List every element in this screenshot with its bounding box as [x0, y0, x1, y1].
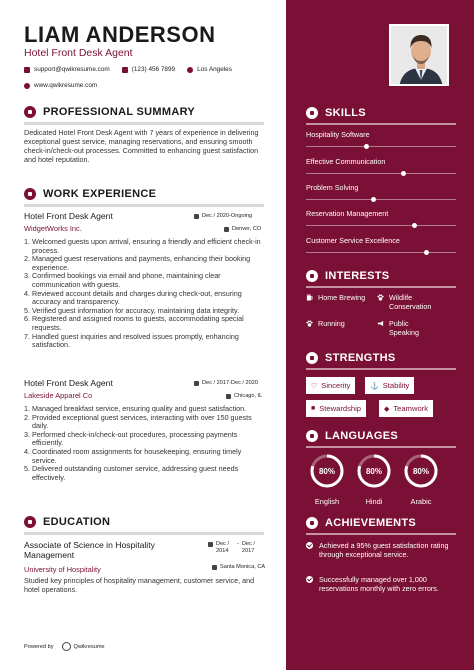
language-item	[400, 454, 442, 506]
website-item[interactable]	[24, 82, 97, 89]
paw-icon	[306, 320, 313, 327]
website-row	[24, 82, 109, 89]
list-item: 3. Performed check-in/check-out procedures, processing payments efficiently.	[32, 431, 266, 448]
skill-label: Reservation Management	[306, 209, 389, 218]
brand-text[interactable]: Qwikresume	[73, 643, 105, 650]
achievements-heading	[306, 517, 416, 529]
briefcase-icon	[24, 188, 36, 200]
globe-icon	[306, 430, 318, 442]
skill-label: Problem Solving	[306, 183, 359, 192]
achievement-text: Successfully managed over 1,000 reservations monthly with zero errors.	[319, 575, 439, 593]
skills-heading	[306, 107, 366, 119]
interest-label: Public Speaking	[389, 319, 419, 337]
phone-icon	[122, 67, 128, 73]
skill-level-dot	[371, 197, 376, 202]
language-name: Hindi	[365, 497, 383, 506]
star-icon	[306, 270, 318, 282]
summary-heading	[24, 106, 195, 118]
skill-level-dot	[424, 250, 429, 255]
education-location-text: Santa Monica, CA	[220, 564, 266, 570]
skill-bar	[306, 173, 456, 174]
job-1-dates-text: Dec / 2020-Ongoing	[202, 213, 253, 219]
date-separator: -	[237, 541, 239, 547]
strengths-title: STRENGTHS	[325, 352, 396, 364]
job-1-bullets	[30, 238, 266, 350]
languages-heading	[306, 430, 398, 442]
strength-label: Teamwork	[393, 404, 428, 413]
skill-level-dot	[412, 223, 417, 228]
calendar-icon	[194, 214, 199, 219]
job-2-location-text: Chicago, IL	[234, 393, 263, 399]
user-icon	[24, 106, 36, 118]
skill-bar	[306, 252, 456, 253]
languages-divider	[306, 446, 456, 448]
strength-badge	[306, 377, 355, 394]
languages-title: LANGUAGES	[325, 430, 398, 442]
interest-item	[306, 293, 365, 302]
graduation-cap-icon	[24, 516, 36, 528]
skill-level-dot	[401, 171, 406, 176]
job-2-title: Hotel Front Desk Agent	[24, 378, 113, 388]
calendar-icon	[194, 381, 199, 386]
phone-text: (123) 456 7899	[131, 66, 176, 73]
achievements-title: ACHIEVEMENTS	[325, 517, 416, 529]
list-item: 2. Provided exceptional guest services, interacting with over 150 guests daily.	[32, 414, 266, 431]
location-icon	[187, 67, 193, 73]
phone-item[interactable]	[122, 66, 175, 73]
list-item: 1. Managed breakfast service, ensuring quality and guest satisfaction.	[32, 405, 266, 414]
strength-label: Stewardship	[319, 404, 362, 413]
anchor-icon: ⚓	[370, 382, 379, 390]
experience-divider	[24, 204, 264, 207]
language-item	[306, 454, 348, 506]
achievements-divider	[306, 533, 456, 535]
email-icon	[24, 67, 30, 73]
website-text: www.qwikresume.com	[34, 82, 98, 89]
interest-label: Running	[318, 319, 345, 328]
strengths-heading	[306, 352, 396, 364]
lightbulb-icon	[306, 107, 318, 119]
language-percent: 80%	[365, 467, 383, 476]
strength-label: Stability	[382, 381, 410, 390]
job-1-company: WidgetWorks Inc.	[24, 224, 82, 233]
language-name: English	[314, 497, 340, 506]
pin-icon	[212, 565, 217, 570]
calendar-icon	[208, 542, 213, 547]
education-date-end: Dec / 2017	[241, 541, 255, 554]
candidate-role: Hotel Front Desk Agent	[24, 47, 133, 59]
email-item[interactable]	[24, 66, 110, 73]
job-1-location	[224, 226, 261, 232]
interest-item	[377, 293, 447, 311]
skill-level-dot	[364, 144, 369, 149]
trophy-icon	[306, 352, 318, 364]
footer	[24, 642, 105, 651]
skills-divider	[306, 123, 456, 125]
education-degree: Associate of Science in Hospitality Management	[24, 540, 155, 560]
location-text: Los Angeles	[197, 66, 232, 73]
achievement-item	[306, 541, 456, 559]
list-item: 3. Confirmed bookings via email and phone, maintaining clear communication with guests.	[32, 272, 266, 289]
education-divider	[24, 532, 264, 535]
interests-heading	[306, 270, 389, 282]
powered-by-text: Powered by	[24, 643, 54, 650]
language-ring	[357, 454, 391, 488]
skill-label: Hospitality Software	[306, 130, 370, 139]
strength-badge	[379, 400, 433, 417]
achievement-item	[306, 575, 456, 593]
list-item: 1. Welcomed guests upon arrival, ensuring a friendly and efficient check-in process.	[32, 238, 266, 255]
pin-icon	[224, 227, 229, 232]
list-item: 4. Reviewed account details and charges during check-out, ensuring accuracy and transparency.	[32, 290, 266, 307]
megaphone-icon	[377, 320, 384, 327]
achievement-text: Achieved a 95% guest satisfaction rating through exceptional service.	[319, 541, 449, 559]
candidate-name: LIAM ANDERSON	[24, 22, 216, 47]
language-item	[353, 454, 395, 506]
paw-icon	[377, 294, 384, 301]
interest-label: Wildlife Conservation	[389, 293, 432, 311]
profile-photo	[389, 24, 449, 86]
handshake-icon: ◆	[384, 405, 390, 413]
medal-icon	[306, 517, 318, 529]
education-description: Studied key principles of hospitality management, customer service, and hotel operations.	[24, 576, 255, 594]
job-2-dates	[194, 380, 258, 386]
location-item	[187, 66, 232, 73]
list-item: 4. Coordinated room assignments for housekeeping, ensuring timely service.	[32, 448, 266, 465]
education-date-start: Dec / 2014	[216, 541, 230, 554]
language-percent: 80%	[318, 467, 336, 476]
qwikresume-logo-icon	[62, 642, 71, 651]
interests-title: INTERESTS	[325, 270, 390, 282]
skills-title: SKILLS	[325, 107, 366, 119]
avatar	[391, 26, 449, 86]
globe-icon	[24, 83, 30, 89]
right-sidebar	[286, 0, 474, 670]
strength-badge	[365, 377, 414, 394]
contact-row	[24, 66, 244, 73]
language-name: Arabic	[410, 497, 432, 506]
strengths-divider	[306, 368, 456, 370]
language-percent: 80%	[412, 467, 430, 476]
job-1-dates	[194, 213, 252, 219]
heart-icon: ♡	[311, 382, 318, 390]
email-text: support@qwikresume.com	[34, 66, 110, 73]
education-heading	[24, 516, 110, 528]
summary-divider	[24, 122, 264, 125]
education-school: University of Hospitality	[24, 565, 101, 574]
list-item: 7. Handled guest inquiries and resolved issues promptly, enhancing satisfaction.	[32, 333, 266, 350]
briefcase-icon: ■	[311, 405, 316, 412]
summary-title: PROFESSIONAL SUMMARY	[43, 106, 196, 118]
skill-bar	[306, 199, 456, 200]
experience-title: WORK EXPERIENCE	[43, 188, 157, 200]
job-2-company: Lakeside Apparel Co	[24, 391, 93, 400]
skill-label: Effective Communication	[306, 157, 386, 166]
job-1-title: Hotel Front Desk Agent	[24, 211, 113, 221]
check-circle-icon	[306, 542, 313, 549]
beer-icon	[306, 294, 313, 301]
job-2-location	[226, 393, 262, 399]
skill-label: Customer Service Excellence	[306, 236, 400, 245]
list-item: 6. Registered and assigned rooms to guests, accommodating special requests.	[32, 315, 266, 332]
education-title: EDUCATION	[43, 516, 111, 528]
strength-label: Sincerity	[321, 381, 351, 390]
experience-heading	[24, 188, 156, 200]
job-2-dates-text: Dec / 2017-Dec / 2020	[202, 380, 258, 386]
interest-item	[306, 319, 345, 328]
skill-bar	[306, 146, 456, 147]
skill-bar	[306, 225, 456, 226]
check-circle-icon	[306, 576, 313, 583]
job-1-location-text: Denver, CO	[232, 226, 262, 232]
interests-divider	[306, 286, 456, 288]
summary-text: Dedicated Hotel Front Desk Agent with 7 years of experience in delivering exceptional guest service, managing reservations, and ensuring smooth check-in/check-out processes. Committed to enhancing guest satisfaction and hotel reputation.	[24, 128, 259, 165]
pin-icon	[226, 394, 231, 399]
education-location	[212, 564, 265, 570]
strength-badge	[306, 400, 366, 417]
language-ring	[310, 454, 344, 488]
list-item: 5. Verified guest information for accuracy, maintaining data integrity.	[32, 307, 266, 316]
interest-label: Home Brewing	[318, 293, 366, 302]
education-dates	[208, 541, 260, 555]
language-ring	[404, 454, 438, 488]
interest-item	[377, 319, 437, 337]
list-item: 2. Managed guest reservations and payments, enhancing their booking experience.	[32, 255, 266, 272]
job-2-bullets	[30, 405, 266, 482]
list-item: 5. Delivered outstanding customer service, addressing guest needs effectively.	[32, 465, 266, 482]
